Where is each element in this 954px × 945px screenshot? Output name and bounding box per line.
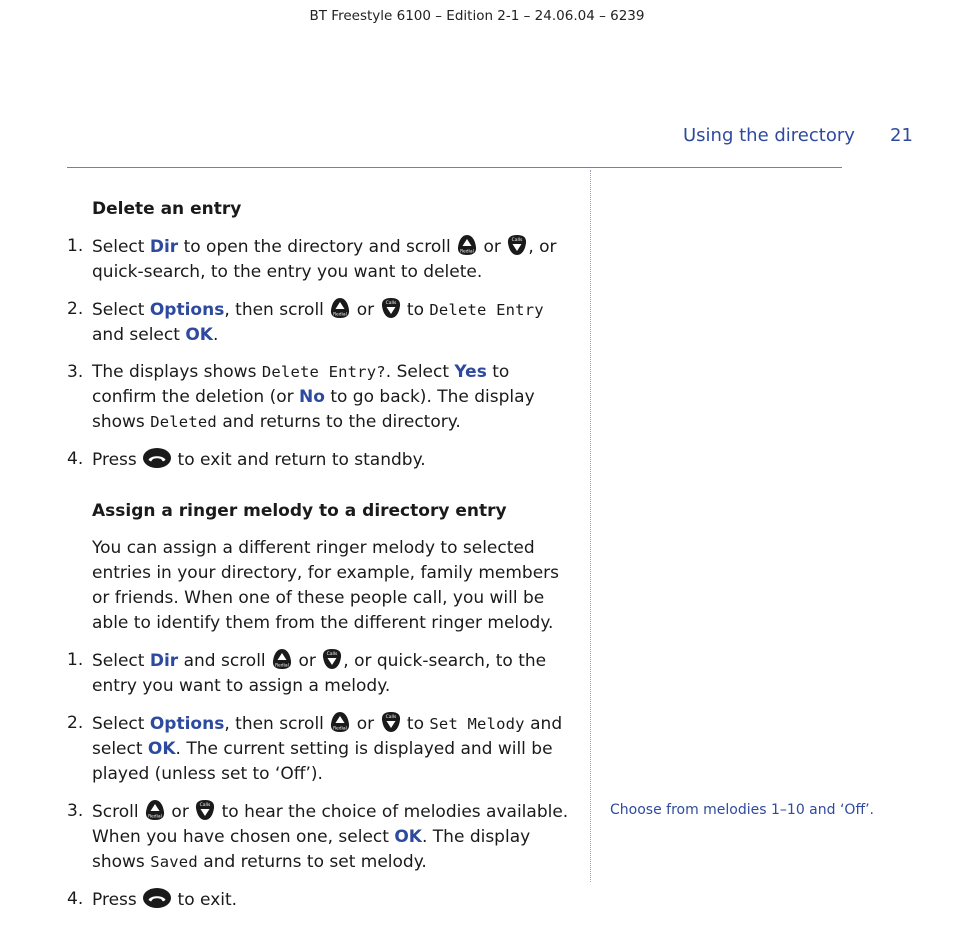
step-number: 4. [67,449,84,469]
step-text: Scroll [92,802,145,822]
dir-softkey: Dir [149,651,179,671]
step-text: and select [92,325,186,345]
step-text: or [351,300,380,320]
step-text: , or quick-search, to the entry you want to assign a melody. [92,651,547,696]
delete-step-2 [67,297,577,348]
step-number: 3. [67,362,84,382]
step-text: or [293,651,322,671]
lcd-text: Deleted [150,413,217,431]
step-text: Select [92,714,150,734]
lcd-text: Delete Entry? [261,363,386,381]
ok-softkey: OK [394,827,422,847]
section-title: Using the directory [683,125,855,146]
step-text: to [401,714,430,734]
step-number: 1. [67,236,84,256]
step-text: Press [92,450,143,470]
lcd-text: Set Melody [429,715,525,733]
assign-steps [67,648,577,913]
step-text: . The current setting is displayed and will be played (unless set to ‘Off’). [92,739,553,784]
assign-step-1 [67,648,577,699]
delete-step-4 [67,447,577,473]
step-text: , then scroll [224,300,330,320]
scroll-down-calls-icon [380,297,402,319]
main-column [67,197,577,913]
lcd-text: Delete Entry [429,301,544,319]
assign-step-2 [67,711,577,787]
options-softkey: Options [149,714,225,734]
end-call-icon [142,447,172,469]
melody-sidenote: Choose from melodies 1–10 and ‘Off’. [610,802,874,818]
step-text: or [351,714,380,734]
header-divider [67,167,842,168]
scroll-down-calls-icon [380,711,402,733]
assign-intro: You can assign a different ringer melody to selected entries in your directory, for example, family members or friends. When one of these people call, you will be able to identify them from the different ringer melody. [92,538,560,633]
step-text: . The display shows [92,827,531,872]
scroll-up-redial-icon [144,799,166,821]
document-header: BT Freestyle 6100 – Edition 2-1 – 24.06.04 – 6239 [309,8,645,24]
step-text: and scroll [178,651,272,671]
step-number: 4. [67,889,84,909]
step-text: , then scroll [224,714,330,734]
assign-step-4 [67,887,577,913]
step-text: Select [92,651,150,671]
ok-softkey: OK [185,325,213,345]
step-number: 3. [67,801,84,821]
step-text: Select [92,237,150,257]
step-text: The displays shows [92,362,262,382]
page-number: 21 [890,125,913,146]
step-text: Press [92,890,143,910]
step-text: or [166,802,195,822]
scroll-up-redial-icon [456,234,478,256]
no-softkey: No [299,387,325,407]
scroll-up-redial-icon [329,711,351,733]
step-text: and select [92,714,563,759]
step-text: to exit and return to standby. [172,450,426,470]
delete-steps [67,234,577,473]
dir-softkey: Dir [149,237,179,257]
step-text: or [478,237,507,257]
step-text: Select [92,300,150,320]
step-text: . Select [385,362,455,382]
ok-softkey: OK [147,739,176,759]
column-divider [590,170,591,882]
scroll-down-calls-icon [506,234,528,256]
scroll-down-calls-icon [321,648,343,670]
step-text: to go back). The display shows [92,387,535,432]
assign-step-3 [67,799,577,875]
delete-step-1 [67,234,577,285]
step-text: to open the directory and scroll [178,237,457,257]
end-call-icon [142,887,172,909]
yes-softkey: Yes [454,362,487,382]
delete-entry-heading: Delete an entry [92,199,242,219]
options-softkey: Options [149,300,225,320]
step-text: to exit. [172,890,238,910]
step-text: . [212,325,219,345]
scroll-up-redial-icon [329,297,351,319]
step-text: , or quick-search, to the entry you want to delete. [92,237,557,282]
scroll-down-calls-icon [194,799,216,821]
delete-step-3 [67,360,577,435]
step-text: and returns to set melody. [197,852,427,872]
step-text: to [401,300,430,320]
lcd-text: Saved [150,853,198,871]
step-number: 2. [67,713,84,733]
step-number: 2. [67,299,84,319]
step-text: to hear the choice of melodies available. When you have chosen one, select [92,802,569,847]
scroll-up-redial-icon [271,648,293,670]
assign-melody-heading: Assign a ringer melody to a directory entry [92,501,507,521]
step-number: 1. [67,650,84,670]
step-text: to confirm the deletion (or [92,362,510,407]
step-text: and returns to the directory. [216,412,461,432]
